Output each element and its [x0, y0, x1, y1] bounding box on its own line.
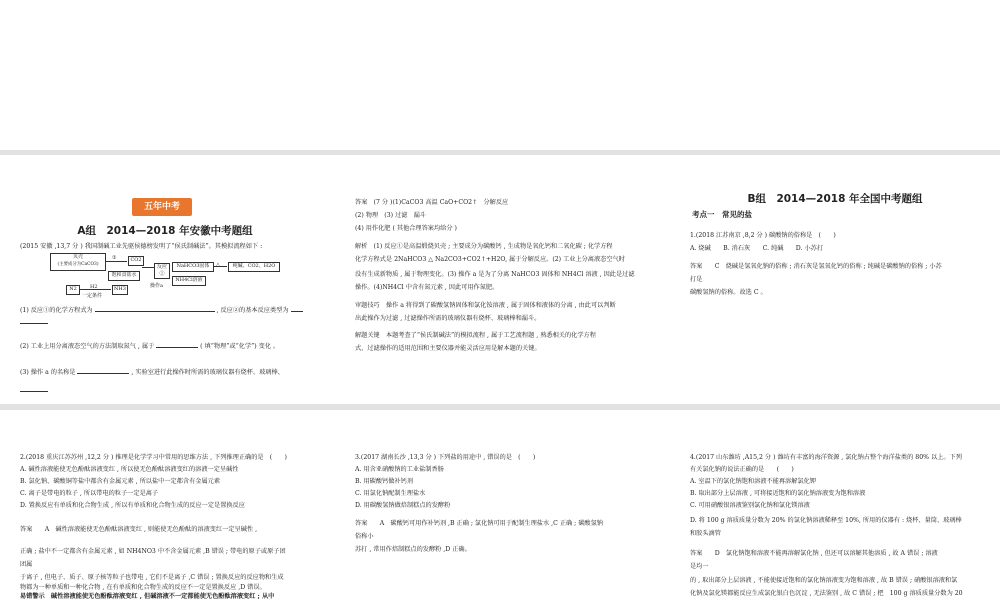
tip-line-2: 出此操作为过滤 , 过滤操作所需的玻璃仪器有烧杯、玻璃棒和漏斗。 [355, 315, 541, 322]
question-b1: 1.(2018 江苏南京 ,8,2 分 ) 碳酸钠的俗称是 ( ) [690, 232, 836, 239]
topic-1-title: 考点一 常见的盐 [692, 210, 752, 219]
question-intro: (2015 安徽 ,13,7 分 ) 我国制碱工业先驱侯德榜发明了“侯氏制碱法”。其模拟流程如下 : [20, 243, 263, 250]
answer-4-line-3: 的 , 取出部分上层溶液 , 不能使接近饱和的氯化钠溶液变为饱和溶液 , 故 B 错误 ; 硝酸银溶液和氯 [690, 577, 958, 584]
option-2d: D. 置换反应有单质和化合物生成 , 所以有单质和化合物生成的反应一定是置换反应 [20, 502, 245, 509]
nahco3-box: NaHCO3固体 [172, 262, 214, 272]
answer-2-line-2: 正确 ; 盐中不一定都含有金属元素 , 如 NH4NO3 中不含金属元素 ,B 错误 ; 带电的原子或原子团 [20, 548, 286, 555]
key-line-2: 式、过滤操作的适用范围和主要仪器并能灵活应用是解本题的关键。 [355, 345, 541, 352]
question-2: (2) 工业上用分离液态空气的方法制取氮气 , 属于 ( 填“物理”或“化学”) 变化 。 [20, 343, 280, 350]
option-4d: D. 将 100 g 溶质质量分数为 20% 的氯化钠溶液稀释至 10%, 所用的仪器有 : 烧杯、量筒、玻璃棒 [690, 517, 962, 524]
analysis-line-4: 操作。(4)NH4Cl 中含有氮元素 , 因此可用作氮肥。 [355, 284, 499, 291]
answer-line-3: (4) 用作化肥 ( 其他合理答案均给分 ) [355, 225, 457, 232]
answer-4-line-2: 是均一 [690, 563, 709, 570]
answer-blank-3[interactable] [156, 347, 198, 348]
react-box: 反应② [154, 263, 170, 279]
condition-label: 一定条件 [82, 293, 103, 299]
answer-4-line-1: 答案 D 氯化钠饱和溶液不能再溶解氯化钠 , 但还可以溶解其他溶质 , 故 A 错误 ; 溶液 [690, 550, 938, 557]
answer-2-line-1: 答案 A 碱性溶液能使无色酚酞溶液变红 , 则能使无色酚酞的溶液变红一定呈碱性 , [20, 526, 258, 533]
question-4-line-1: 4.(2017 山东潍坊 ,A15,2 分 ) 潍坊有丰富的海洋资源 , 氯化钠占整个海洋盐类的 80% 以上。下列 [690, 454, 962, 461]
option-3c: C. 用氯化钠配制生理盐水 [355, 490, 426, 497]
five-year-banner: 五年中考 [132, 198, 192, 216]
answer-b1-line-2: 打是 [690, 276, 703, 283]
answer-b1-line-1: 答案 C 烧碱是氢氧化钠的俗称 ; 消石灰是氢氧化钙的俗称 ; 纯碱是碳酸钠的俗称 ; 小苏 [690, 263, 942, 270]
page-anhui-questions [0, 155, 330, 404]
answer-blank-4[interactable] [77, 373, 129, 374]
arrow-heat [213, 266, 227, 267]
answer-2-line-5: 物都为一种单质和一种化合物 , 在有单质和化合物生成的反应不一定是置换反应 ,D 错误。 [20, 584, 266, 591]
tip-line-1: 审题技巧 操作 a 将得到了碳酸氢钠固体和氯化铵溶液 , 属于固体和液体的分离 , 由此可以判断 [355, 302, 616, 309]
analysis-line-3: 没有生成新物质 , 属于物理变化。(3) 操作 a 是为了分离 NaHCO3 固体和 NH4Cl 溶液 , 因此是过滤 [355, 271, 635, 278]
analysis-line-2: 化学方程式是 2NaHCO3 △ Na2CO3+CO2↑+H2O, 属于分解反应。(2) 工业上分离液态空气时 [355, 256, 625, 263]
option-4b: B. 取出部分上层溶液 , 可将接近饱和的氯化钠溶液变为饱和溶液 [690, 490, 866, 497]
answer-3-line-3: 苏打 , 常用作焙制糕点的发酵粉 ,D 正确。 [355, 546, 471, 553]
option-2c: C. 离子是带电的粒子 , 所以带电的粒子一定是离子 [20, 490, 159, 497]
step1-label: ① [112, 255, 117, 261]
key-line-1: 解题关键 本题考查了“侯氏制碱法”的模拟流程 , 属于工艺流程题 , 熟悉相关的化学方程 [355, 332, 596, 339]
options-b1: A. 烧碱 B. 消石灰 C. 纯碱 D. 小苏打 [690, 245, 824, 252]
answer-2-line-4: 于离子 , 但电子、质子、原子核等粒子也带电 , 它们不是离子 ,C 错误 ; 置换反应的反应物和生成 [20, 574, 284, 581]
answer-blank-2-cont [20, 317, 310, 329]
answer-2-line-3: 团属 [20, 561, 33, 568]
answer-blank-2[interactable] [291, 311, 303, 312]
page-anhui-answers [335, 155, 665, 404]
section-a-title: A组 2014—2018 年安徽中考题组 [77, 225, 253, 237]
answer-line-2: (2) 物理 (3) 过滤 漏斗 [355, 212, 426, 219]
answer-blank-4-cont [20, 385, 310, 397]
answer-b1-line-3: 碳酸氢钠的俗称。故选 C 。 [690, 289, 767, 296]
question-3: 3.(2017 湖南长沙 ,13,3 分 ) 下列盐的用途中 , 错误的是 ( ) [355, 454, 536, 461]
section-b-title: B组 2014—2018 年全国中考题组 [747, 193, 923, 205]
option-3d: D. 用碳酸氢钠做焙制糕点的发酵粉 [355, 502, 451, 509]
page-question-2 [0, 410, 330, 600]
answer-3-line-2: 俗称小 [355, 533, 374, 540]
page-question-4 [670, 410, 1000, 600]
question-2: 2.(2018 重庆江苏苏州 ,12,2 分 ) 推理是化学学习中常用的思维方法 , 下列推理正确的是 ( ) [20, 454, 287, 461]
nh4cl-box: NH4Cl溶液 [172, 276, 206, 286]
analysis-line-1: 解析 (1) 反应①是高温煅烧贝壳 ; 主要成分为碳酸钙 , 生成物是氧化钙和二氧化碳 ; 化学方程 [355, 243, 613, 250]
answer-4-line-4: 化钠及氯化镁都能反应生成氯化银白色沉淀 , 无法鉴别 , 故 C 错误 ; 把 100 g 溶质质量分数为 20 [690, 590, 963, 597]
page-question-3 [335, 410, 665, 600]
co2-box: CO2 [128, 256, 144, 266]
option-4a: A. 室温下的氯化钠饱和溶液不能再溶解氯化钾 [690, 478, 816, 485]
page-national-b [670, 155, 1000, 404]
product-box: 纯碱、CO2、H2O [228, 262, 280, 272]
option-4c: C. 可用硝酸银溶液鉴别氯化钠和氯化镁溶液 [690, 502, 810, 509]
option-3b: B. 用碳酸钙做补钙剂 [355, 478, 413, 485]
option-4d-cont: 和胶头滴管 [690, 530, 721, 537]
question-3: (3) 操作 a 的名称是 , 实验室进行此操作时所需的玻璃仪器有烧杯、玻璃棒、 [20, 369, 284, 376]
ops-label: 操作a [150, 283, 163, 289]
option-3a: A. 用含亚硝酸钠的工业盐制香肠 [355, 466, 444, 473]
warning-line: 易错警示 碱性溶液能使无色酚酞溶液变红 , 但碱溶液不一定都能使无色酚酞溶液变红 ; 从中 [20, 593, 275, 600]
heat-label: △ [216, 262, 220, 268]
option-2b: B. 氯化钠、碳酸铜等盐中都含有金属元素 , 所以盐中一定都含有金属元素 [20, 478, 221, 485]
option-2a: A. 碱性溶液能使无色酚酞溶液变红 , 所以使无色酚酞溶液变红的溶液一定呈碱性 [20, 466, 239, 473]
answer-3-line-1: 答案 A 碳酸钙可用作补钙剂 ,B 正确 ; 氯化钠可用于配制生理盐水 ,C 正确 ; 碳酸氢钠 [355, 520, 603, 527]
n2-box: N2 [66, 285, 80, 295]
nacl-box: 饱和食盐水 [108, 271, 140, 281]
h2-label: H2 [90, 284, 98, 290]
question-4-line-2: 有关氯化钠的说法正确的是 ( ) [690, 466, 794, 473]
question-1: (1) 反应①的化学方程式为 , 反应②的基本反应类型为 [20, 305, 310, 317]
flow-diagram [50, 253, 310, 303]
shell-box: 贝壳 (主要成分为CaCO3) [50, 253, 106, 271]
nh3-box: NH3 [112, 285, 128, 295]
answer-line-1: 答案 (7 分 )(1)CaCO3 高温 CaO+CO2↑ 分解反应 [355, 199, 509, 206]
answer-blank-1[interactable] [95, 311, 215, 312]
